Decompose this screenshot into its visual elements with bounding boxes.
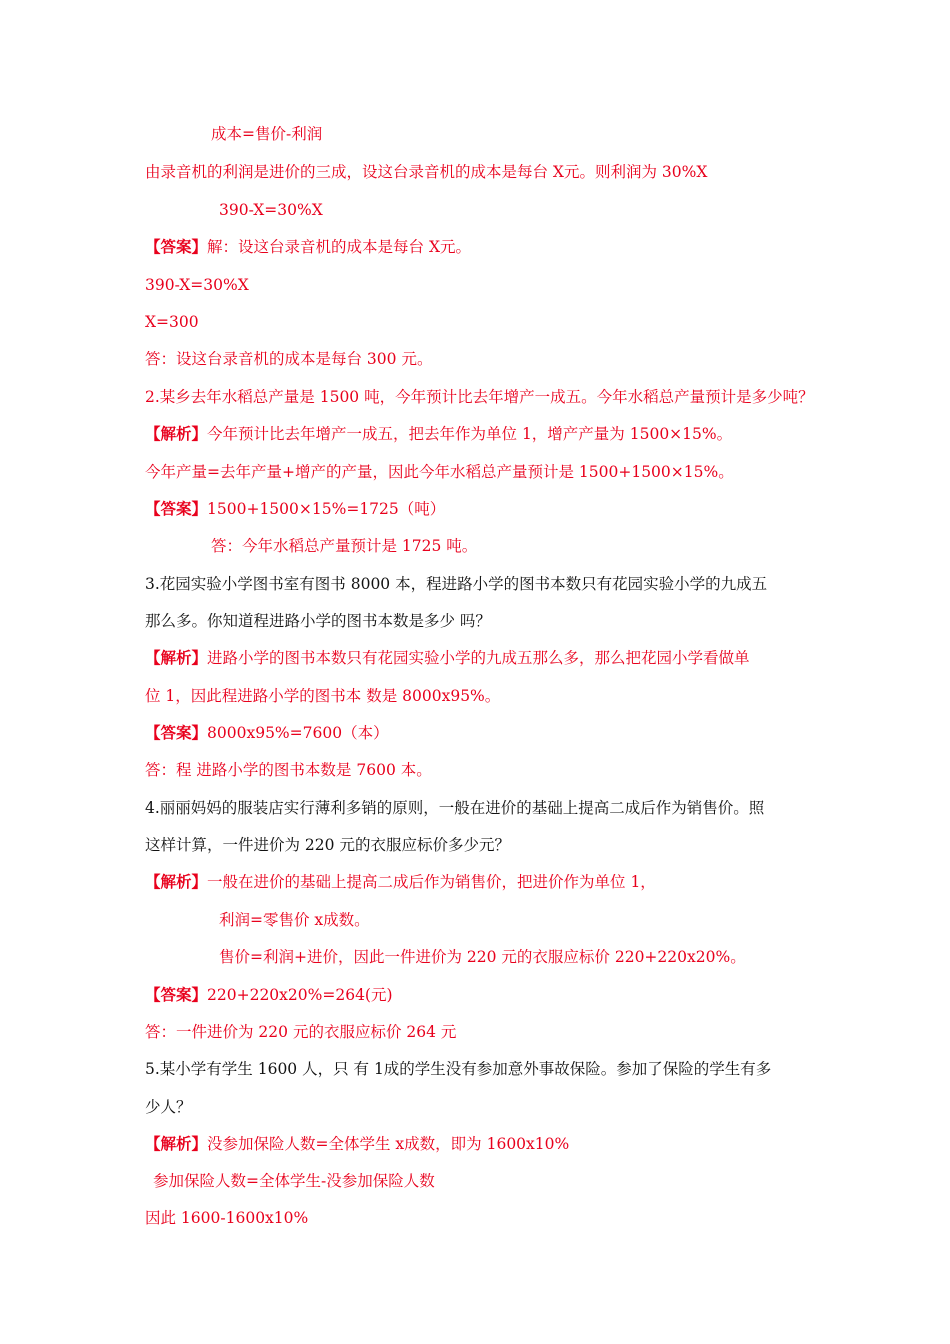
- formula-line: 参加保险人数=全体学生-没参加保险人数: [153, 1172, 435, 1190]
- conclusion-line: 答：一件进价为 220 元的衣服应标价 264 元: [145, 1023, 457, 1041]
- answer-line: 【答案】8000x95%=7600（本）: [145, 723, 389, 742]
- analysis-label: 【解析】: [145, 648, 208, 667]
- formula-line: 因此 1600-1600x10%: [145, 1209, 309, 1227]
- conclusion-line: 答：设这台录音机的成本是每台 300 元。: [145, 350, 433, 368]
- conclusion-line: 答：程 进路小学的图书本数是 7600 本。: [145, 761, 432, 779]
- equation-line: 390-X=30%X: [219, 201, 323, 219]
- equation-line: X=300: [145, 313, 199, 331]
- answer-line: 【答案】1500+1500×15%=1725（吨）: [145, 499, 446, 518]
- analysis-label: 【解析】: [145, 424, 208, 443]
- analysis-label: 【解析】: [145, 872, 208, 891]
- analysis-line: 【解析】今年预计比去年增产一成五，把去年作为单位 1，增产产量为 1500×15%。: [145, 424, 733, 443]
- question-3-cont: 那么多。你知道程进路小学的图书本数是多少 吗？: [145, 612, 491, 630]
- question-3: 3.花园实验小学图书室有图书 8000 本，程进路小学的图书本数只有花园实验小学的九成五: [145, 575, 768, 593]
- analysis-line: 由录音机的利润是进价的三成，设这台录音机的成本是每台 X元。则利润为 30%X: [145, 163, 708, 181]
- question-4-cont: 这样计算，一件进价为 220 元的衣服应标价多少元？: [145, 836, 510, 854]
- conclusion-line: 答：今年水稻总产量预计是 1725 吨。: [211, 537, 478, 555]
- formula-line: 售价=利润+进价，因此一件进价为 220 元的衣服应标价 220+220x20%。: [219, 948, 746, 966]
- answer-line: 【答案】解：设这台录音机的成本是每台 X元。: [145, 237, 471, 256]
- answer-label: 【答案】: [145, 499, 208, 518]
- answer-label: 【答案】: [145, 985, 208, 1004]
- formula-line: 利润=零售价 x成数。: [219, 911, 370, 929]
- equation-line: 390-X=30%X: [145, 276, 249, 294]
- formula-line: 成本=售价-利润: [211, 125, 323, 143]
- answer-label: 【答案】: [145, 723, 208, 742]
- answer-line: 【答案】220+220x20%=264(元): [145, 985, 393, 1004]
- question-4: 4.丽丽妈妈的服装店实行薄利多销的原则，一般在进价的基础上提高二成后作为销售价。照: [145, 799, 765, 817]
- question-5-cont: 少人？: [145, 1098, 192, 1116]
- question-5: 5.某小学有学生 1600 人，只 有 1成的学生没有参加意外事故保险。参加了保险的学生有多: [145, 1060, 772, 1078]
- question-2: 2.某乡去年水稻总产量是 1500 吨，今年预计比去年增产一成五。今年水稻总产量预计是多少吨？: [145, 388, 814, 406]
- analysis-line: 【解析】进路小学的图书本数只有花园实验小学的九成五那么多，那么把花园小学看做单: [145, 648, 750, 667]
- answer-label: 【答案】: [145, 237, 208, 256]
- analysis-line: 位 1，因此程进路小学的图书本 数是 8000x95%。: [145, 687, 501, 705]
- analysis-line: 【解析】没参加保险人数=全体学生 x成数，即为 1600x10%: [145, 1134, 570, 1153]
- analysis-label: 【解析】: [145, 1134, 208, 1153]
- analysis-line: 今年产量=去年产量+增产的产量，因此今年水稻总产量预计是 1500+1500×15%。: [145, 463, 734, 481]
- analysis-line: 【解析】一般在进价的基础上提高二成后作为销售价，把进价作为单位 1，: [145, 872, 656, 891]
